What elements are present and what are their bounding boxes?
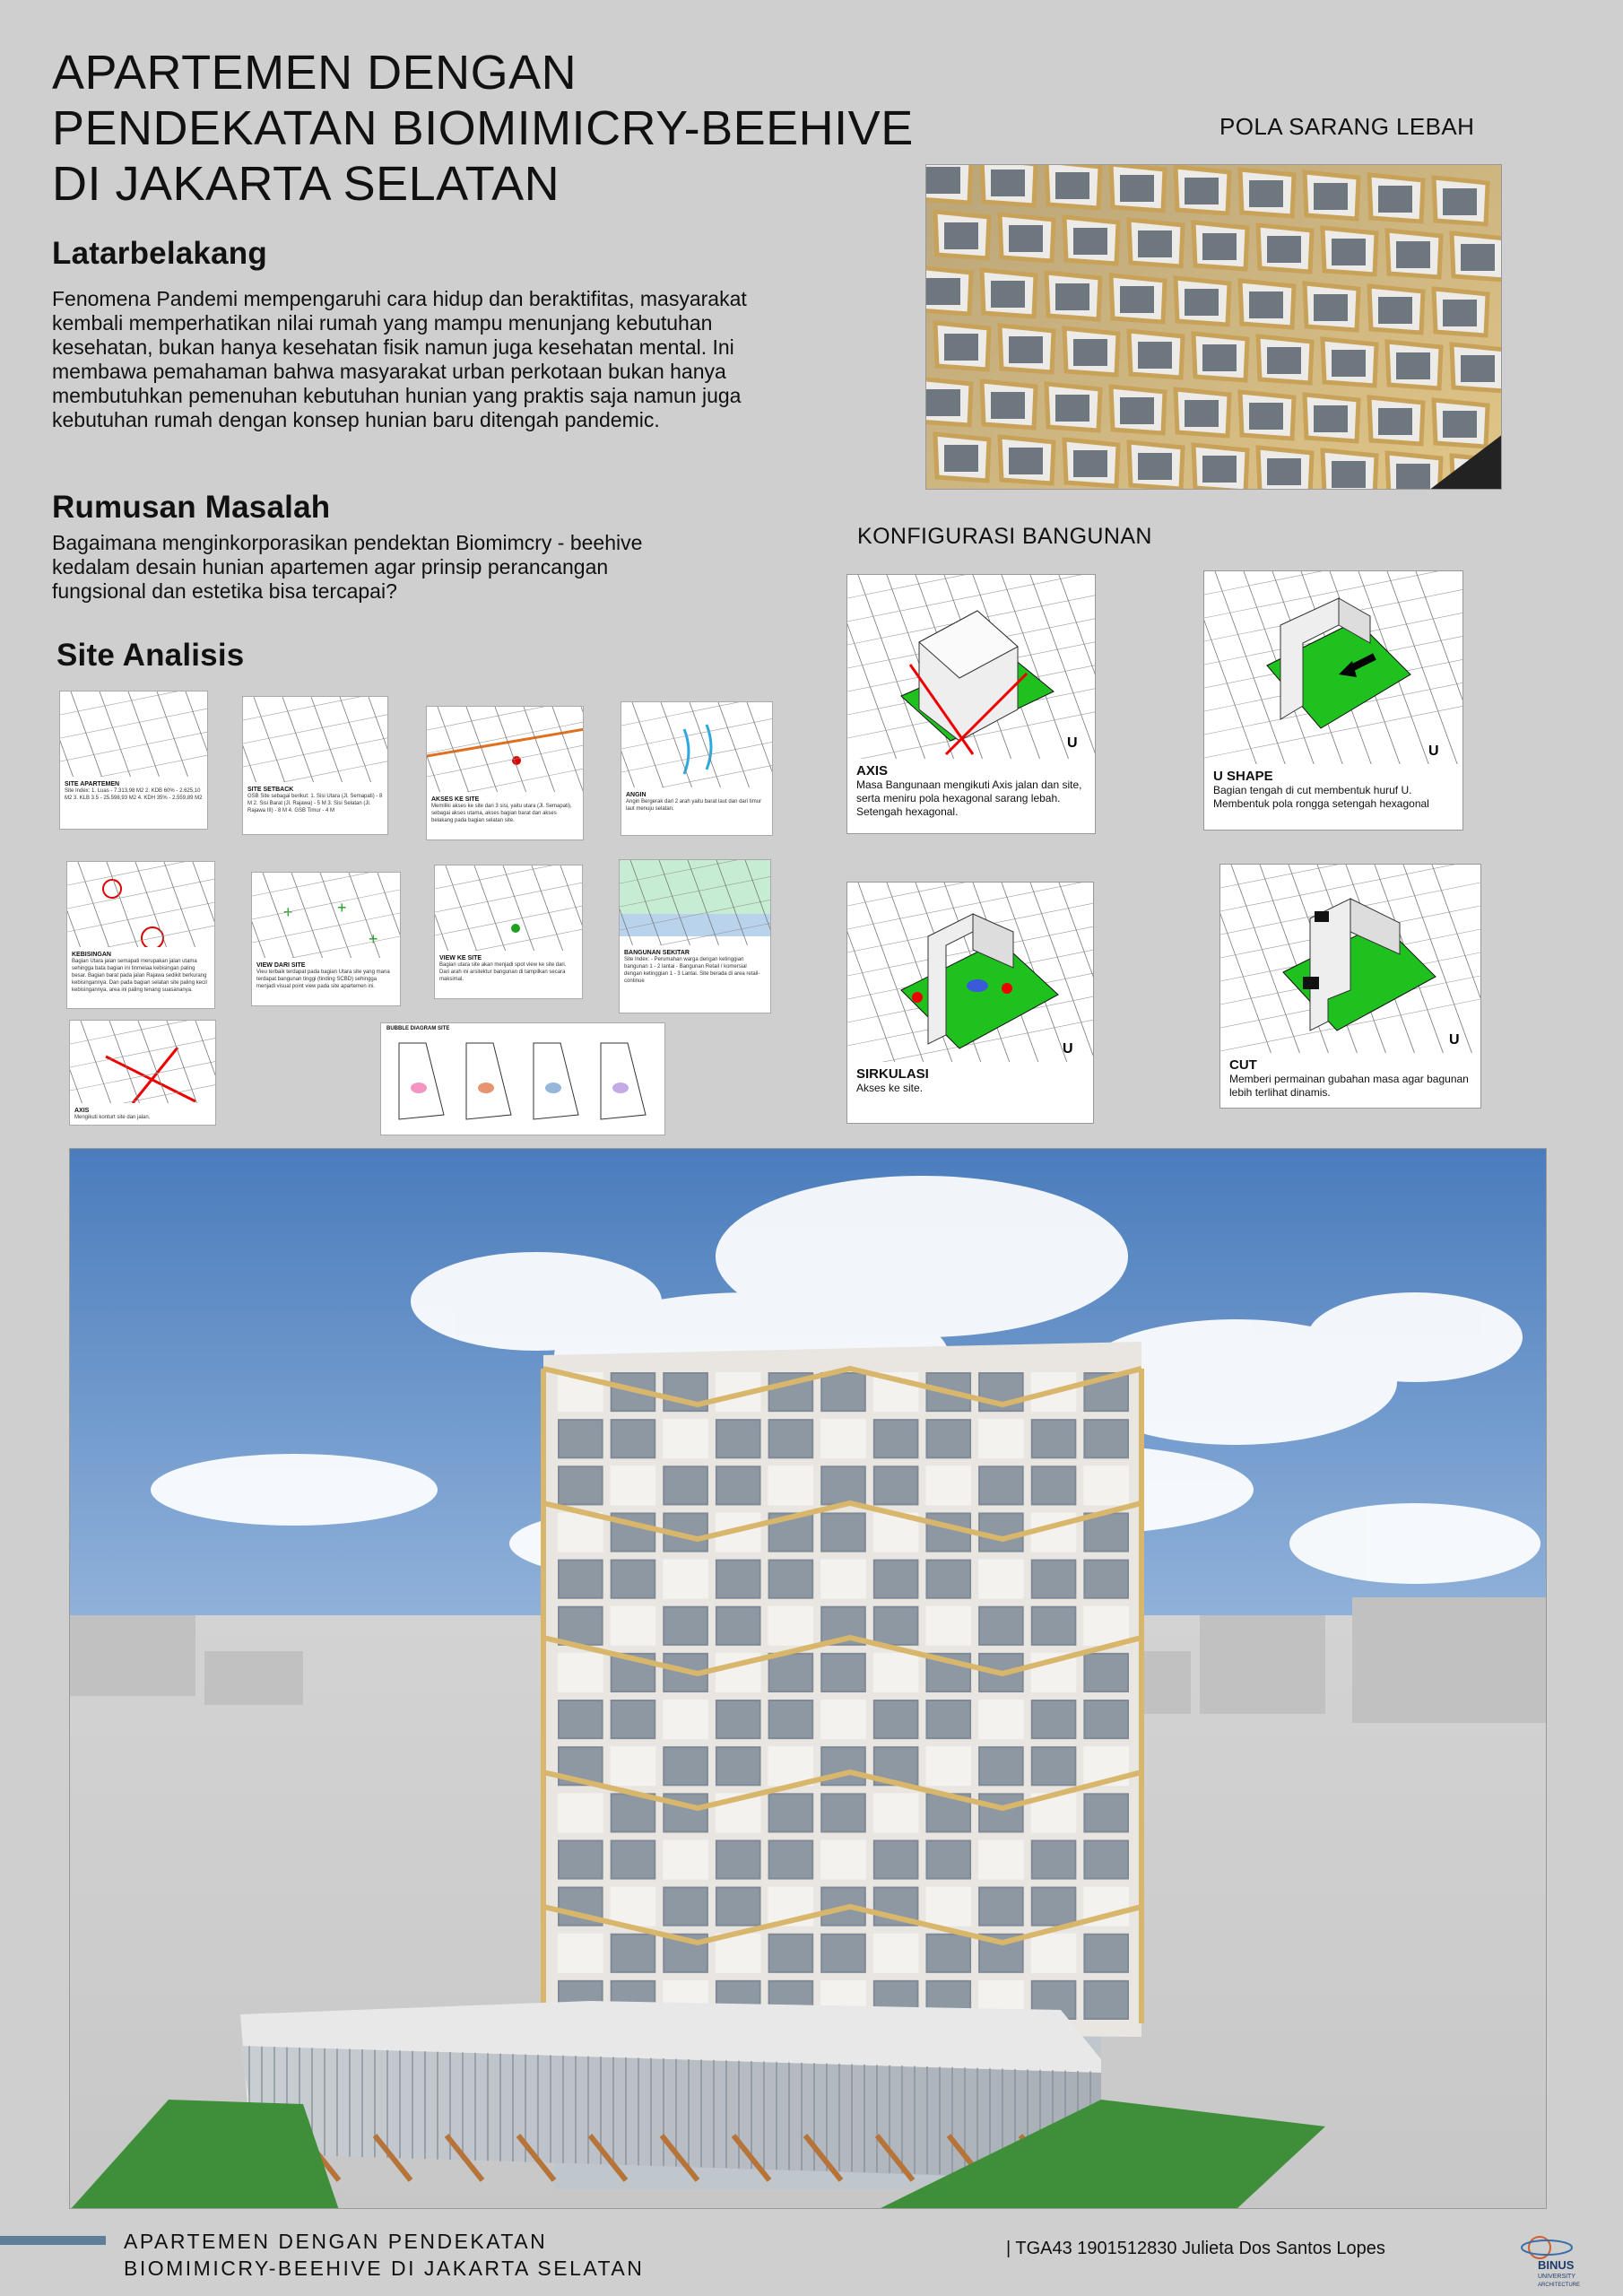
site-panel-title: ANGIN [626,792,647,798]
konfig-cut-text: Memberi permainan gubahan masa agar bagunan lebih terlihat dinamis. [1229,1073,1469,1099]
site-heading: Site Analisis [56,638,245,673]
svg-text:+: + [337,899,347,917]
konfig-card-axis [846,574,1096,834]
site-panel-text: Mengikuti konturt site dan jalan. [74,1115,151,1120]
site-panel-view-dari [251,872,401,1006]
latar-heading: Latarbelakang [52,236,267,271]
logo-sub: UNIVERSITY [1538,2274,1576,2280]
rumusan-text: Bagaimana menginkorporasikan pendektan Biomimcry - beehive kedalam desain hunian apartemen agar prinsip perancangan fungsional dan estetika bisa tercapai? [52,531,643,603]
svg-text:+: + [369,930,378,948]
konfig-card-sirkulasi [846,882,1094,1124]
site-map-view-dari [252,873,401,958]
site-panel-view-ke [434,865,583,999]
site-map-setback [243,697,388,782]
title-line-1: APARTEMEN DENGAN [52,46,577,100]
title-line-2: PENDEKATAN BIOMIMICRY-BEEHIVE [52,101,914,155]
logo-text: BINUS [1538,2258,1575,2272]
footer-title-line-1: APARTEMEN DENGAN PENDEKATAN [124,2230,548,2253]
site-panel-title: SITE APARTEMEN [65,781,120,787]
site-panel-akses [426,706,584,840]
site-map-kebisingan [67,862,215,947]
konfig-axis-title: AXIS [856,763,889,778]
konfig-card-cut [1219,864,1481,1109]
site-panel-title: BANGUNAN SEKITAR [624,950,690,956]
konfigurasi-heading: KONFIGURASI BANGUNAN [857,524,1152,549]
konfig-cut-title: CUT [1229,1057,1257,1073]
beehive-facade-render [925,164,1502,490]
site-map-angin [621,702,773,787]
konfig-axis-text: Masa Bangunaan mengikuti Axis jalan dan site, serta meniru pola hexagonal sarang lebah. Setengah hexagonal. [856,778,1082,818]
site-panel-angin [621,701,773,836]
site-map-axis [70,1021,216,1103]
svg-text:U: U [1449,1032,1460,1048]
site-panel-text: Site Index: - Perumahan warga dengan ketinggian bangunan 1 - 2 lantai - Bangunan Retail / komersial dengan ketinggian 1 - 3 Lantai. Site berada di area retail-continue [624,957,760,984]
title-line-3: DI JAKARTA SELATAN [52,157,560,211]
konfig-sirkulasi-title: SIRKULASI [856,1066,929,1082]
konfig-ushape-title: U SHAPE [1213,769,1273,784]
konfig-ushape-text: Bagian tengah di cut membentuk huruf U. Membentuk pola rongga setengah hexagonal [1213,784,1429,810]
main-building-render [69,1148,1547,2209]
render-scene [70,1149,1547,2209]
cut-diagram [1220,865,1481,1053]
sirkulasi-diagram [847,883,1094,1062]
site-panel-text: GSB Site sebagai berikut: 1. Sisi Utara (Jl. Semapati) - 8 M 2. Sisi Barat (Jl. Rajawa) - 5 M 3. Sisi Selatan (Jl. Rajawa III) - 8 M 4. GSB Timur - 4 M [247,794,383,813]
site-panel-bangunan [619,859,771,1013]
svg-text:U: U [1063,1041,1073,1057]
site-panel-text: Bagian Utara jalan semapati merupakan jalan utama sehingga bata bagian ini tinmelaa kebisingan paling besar. Bagian barat pada jalan Rajawa sedikit berkurang kebisingannya. Dan pada bagian selatan site paling kecil kebisingannya, area ini paling tenang suasananya. [72,959,207,993]
latar-text: Fenomena Pandemi mempengaruhi cara hidup dan beraktifitas, masyarakat kembali memperhatikan nilai rumah yang mampu menunjang kebutuhan kesehatan, bukan hanya kesehatan fisik namun juga kesehatan mental. Ini membawa pemahaman bahwa masyarakat urban perkotaan bukan hanya membutuhkan pemenuhan kebutuhan hunian yang praktis saja namun juga kebutuhan rumah dengan konsep hunian baru ditengah pandemic. [52,287,747,431]
bubble-diagram-title: BUBBLE DIAGRAM SITE [386,1026,450,1031]
site-map-view-ke [435,865,583,951]
axis-diagram [847,575,1096,759]
footer-title-line-2: BIOMIMICRY-BEEHIVE DI JAKARTA SELATAN [124,2257,645,2280]
svg-text:U: U [1067,735,1078,751]
site-panel-title: VIEW KE SITE [439,955,482,961]
poster-title [52,45,931,212]
rumusan-heading: Rumusan Masalah [52,490,331,525]
svg-text:+: + [283,903,293,921]
ushape-diagram [1204,571,1463,764]
site-panel-text: Angin Bergerak dari 2 arah yaitu barat laut dan dari timur laut menuju selatan. [626,799,762,812]
site-panel-title: SITE SETBACK [247,787,294,793]
konfig-sirkulasi-text: Akses ke site. [856,1082,924,1094]
site-panel-setback [242,696,388,835]
svg-text:U: U [1428,744,1439,759]
site-panel-bubble-diagram [380,1022,665,1135]
site-map-bangunan [620,860,771,945]
site-panel-text: Bagian utara site akan menjadi spot view ke site dari. Dari arah ini arsitektur bangunan di tampilkan secara maksimal. [439,962,567,982]
site-panel-title: AKSES KE SITE [431,796,480,803]
footer-title [124,2228,644,2282]
konfig-card-ushape [1203,570,1463,831]
site-map-akses [427,707,584,792]
site-panel-kebisingan [66,861,215,1009]
site-panel-text: Memiliki akses ke site dari 3 sisi, yaitu utara (Jl. Semapati), sebagai akses utama, akses bagian barat dan akses belakang pada bagian selatan site. [431,804,572,823]
pola-label: POLA SARANG LEBAH [1219,113,1475,140]
footer-meta: | TGA43 1901512830 Julieta Dos Santos Lopes [1006,2239,1385,2258]
site-panel-apartemen [59,691,208,830]
site-panel-title: VIEW DARI SITE [256,962,306,969]
site-panel-title: AXIS [74,1108,90,1114]
footer-accent-bar [0,2236,106,2245]
logo-dept: ARCHITECTURE [1538,2283,1581,2288]
site-panel-axis [69,1020,216,1126]
site-map-apartemen [60,691,208,777]
site-panel-text: Site Index: 1. Luas - 7.313,98 M2 2. KDB 60% - 2.625,10 M2 3. KLB 3.5 - 25.598,93 M2 4. KDH 35% - 2.559,89 M2 [65,788,203,801]
binus-logo [1520,2228,1592,2291]
bubble-diagram [381,1034,665,1133]
site-panel-text: Vieu terbaik terdapat pada bagian Utara site yang mana terdapat bangunan tinggi (tinding SCBD) sehingga menjadi visual point view pada site apartemen ini. [256,970,390,989]
site-panel-title: KEBISINGAN [72,952,111,958]
